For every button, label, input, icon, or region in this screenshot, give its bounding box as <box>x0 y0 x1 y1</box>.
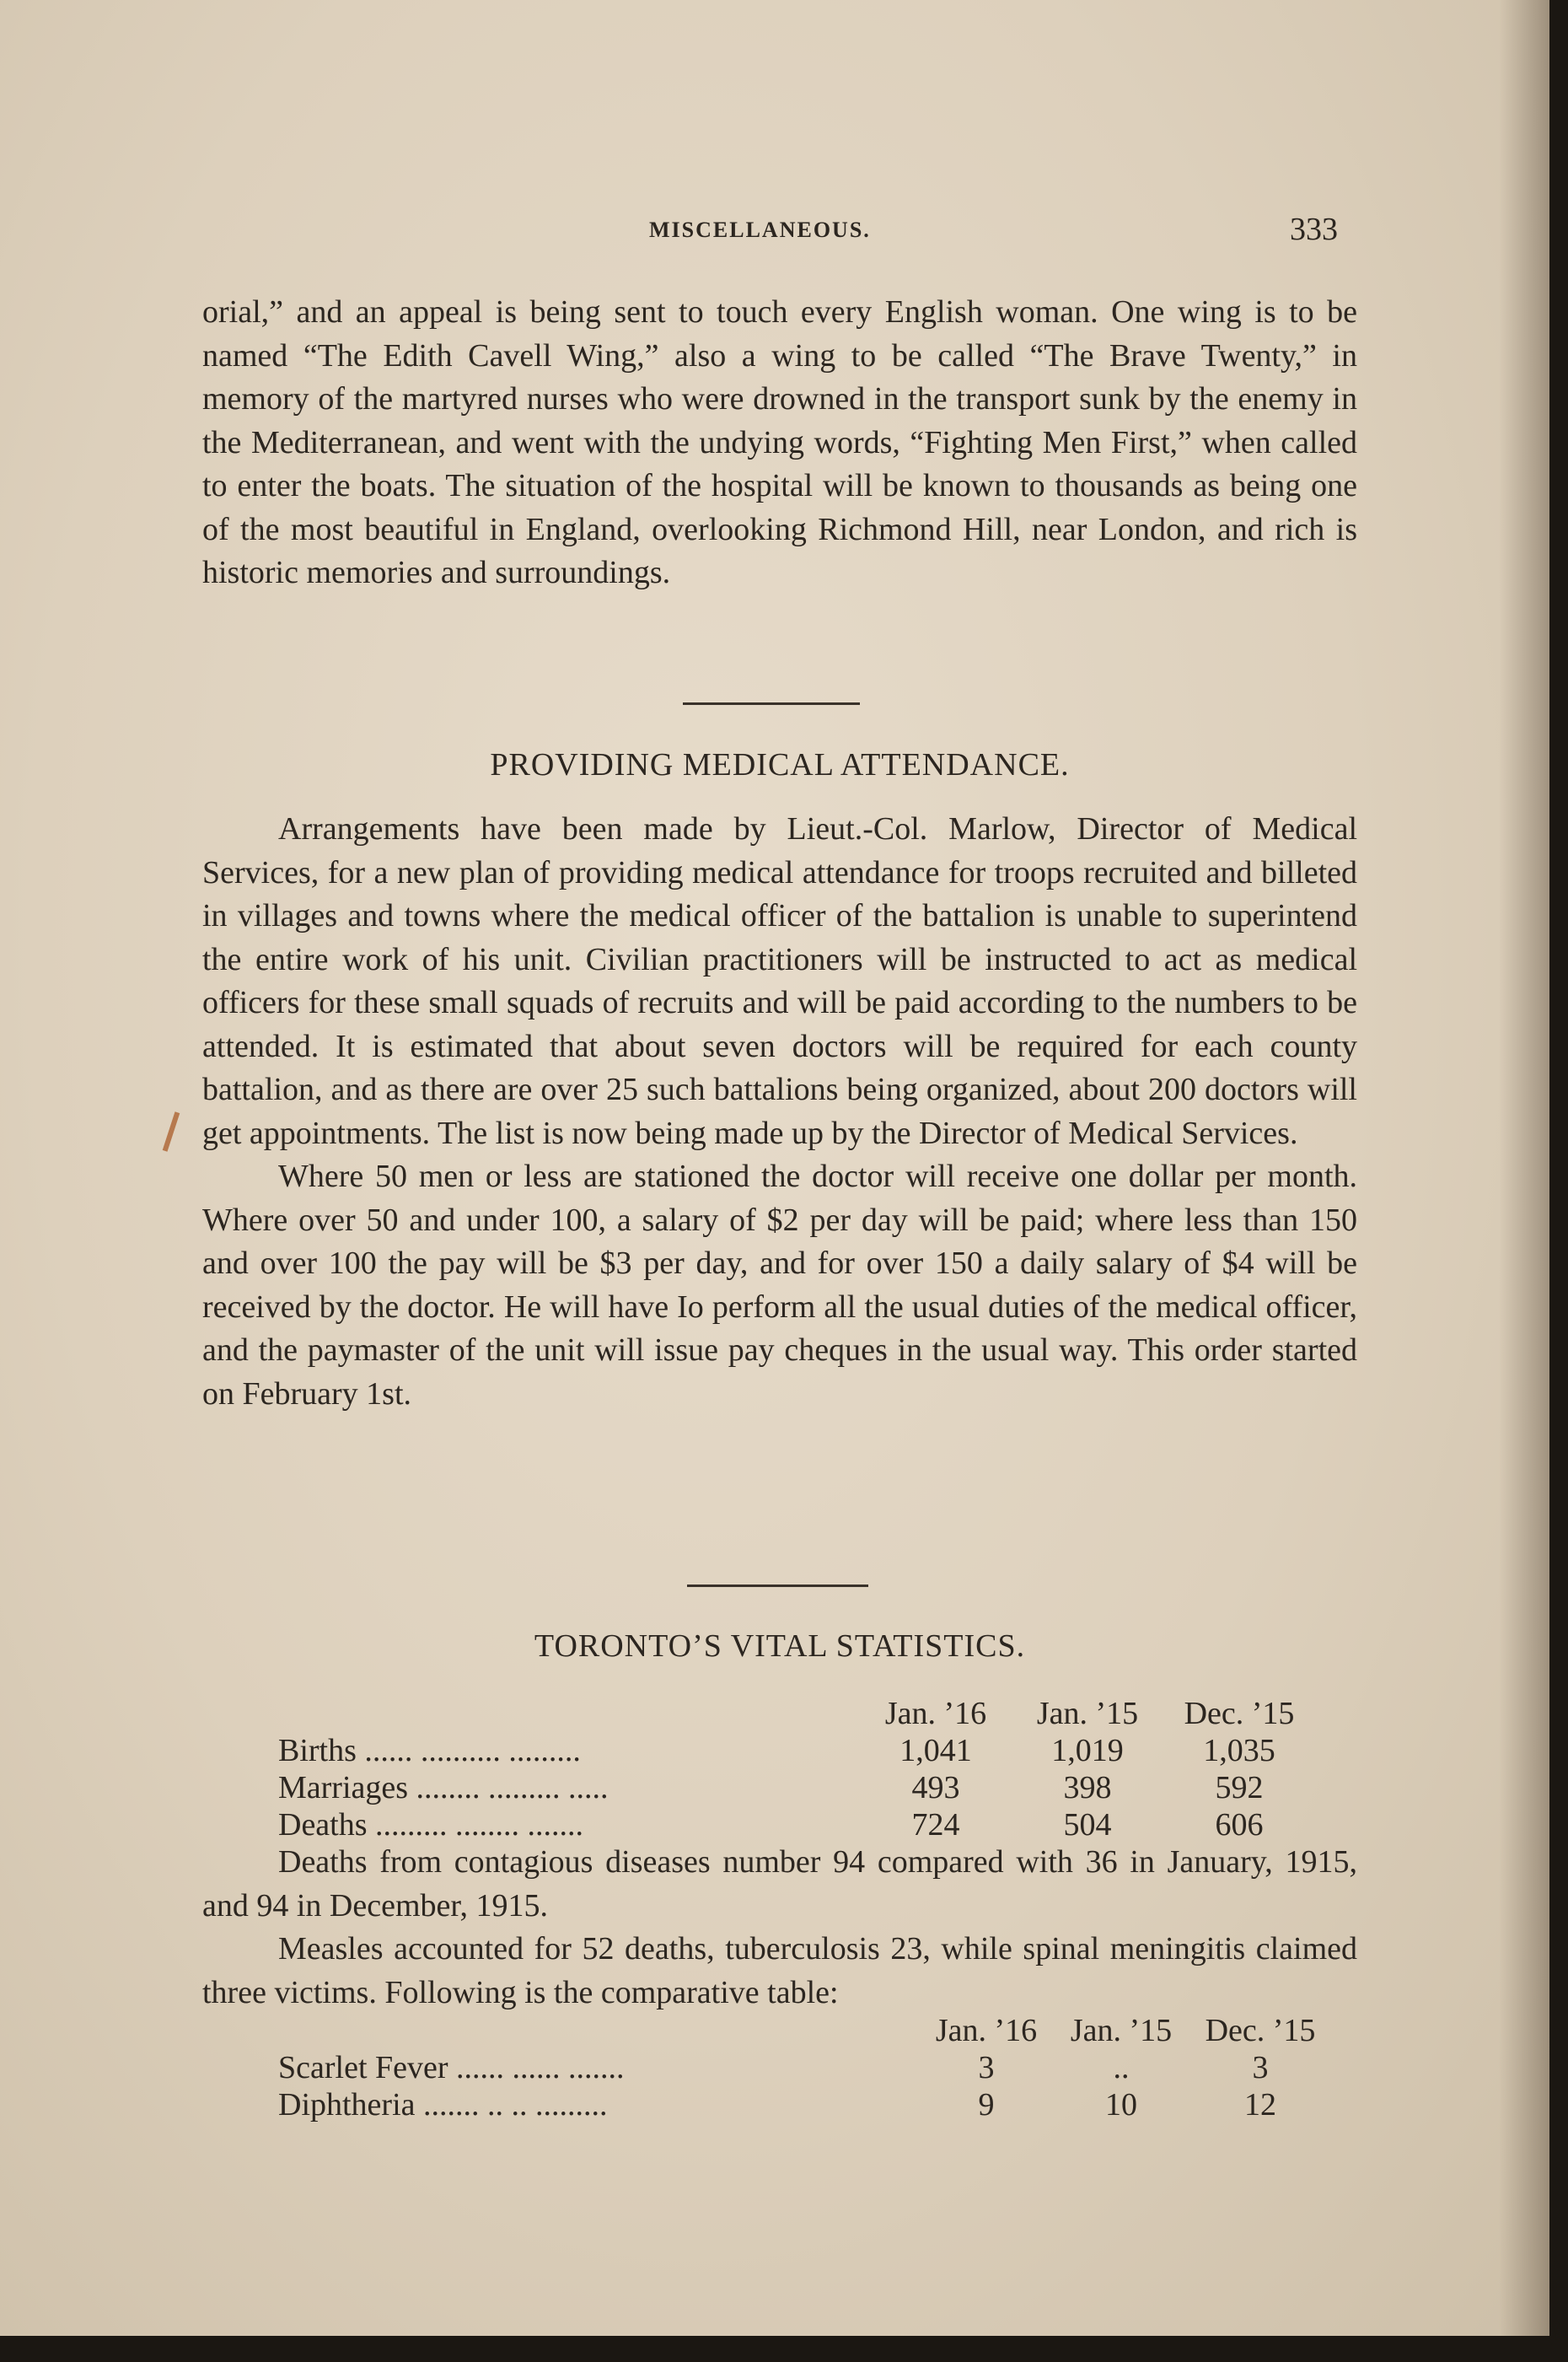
column-header: Dec. ’15 <box>1205 2013 1316 2048</box>
section-divider <box>687 1585 868 1587</box>
section-heading-vital-statistics: TORONTO’S VITAL STATISTICS. <box>534 1628 1026 1664</box>
table-header-row <box>278 2012 1366 2049</box>
column-header: Jan. ’15 <box>1070 2013 1173 2048</box>
table-row <box>278 1732 1366 1769</box>
column-header: Jan. ’16 <box>884 1696 987 1731</box>
table-cell: 3 <box>978 2050 995 2085</box>
row-label: Births ...... .......... ......... <box>278 1733 581 1768</box>
vital-paragraph-2: Measles accounted for 52 deaths, tuberculosis 23, while spinal meningitis claimed three victims. Following is the comparative table: <box>202 1931 1357 2010</box>
table-cell: 493 <box>911 1770 960 1805</box>
table-row <box>278 1769 1366 1806</box>
row-label: Scarlet Fever ...... ...... ....... <box>278 2050 625 2085</box>
table-header-row <box>278 1695 1366 1732</box>
vital-paragraph-1: Deaths from contagious diseases number 94 compared with 36 in January, 1915, and 94 in December, 1915. <box>202 1844 1357 1923</box>
table-cell: 9 <box>978 2087 995 2123</box>
table-cell: 592 <box>1215 1770 1264 1805</box>
table-cell: 1,019 <box>1051 1733 1124 1768</box>
section-divider <box>683 702 860 705</box>
vital-statistics-table <box>278 1695 1366 1847</box>
row-label: Diphtheria ....... .. .. ......... <box>278 2087 608 2123</box>
pencil-margin-mark <box>163 1111 180 1152</box>
medical-paragraph-2: Where 50 men or less are stationed the doctor will receive one dollar per month. Where over 50 and under 100, a salary of $2 per day will be paid; where less than 150 and over 100 the pay will be $3 per day, and for over 150 a daily salary of $4 will be received by the doctor. He will have Io perform all the usual duties of the medical officer, and the paymaster of the unit will issue pay cheques in the usual way. This order started on February 1st. <box>202 1159 1357 1412</box>
contagious-disease-table <box>278 2012 1366 2130</box>
column-header: Jan. ’16 <box>935 2013 1038 2048</box>
table-cell: 606 <box>1215 1807 1264 1843</box>
table-row <box>278 1806 1366 1843</box>
column-header: Dec. ’15 <box>1184 1696 1295 1731</box>
table-cell: 12 <box>1244 2087 1276 2123</box>
table-cell: 1,041 <box>899 1733 972 1768</box>
section-heading-medical: PROVIDING MEDICAL ATTENDANCE. <box>490 747 1070 783</box>
intro-paragraph: orial,” and an appeal is being sent to touch every English woman. One wing is to be named “The Edith Cavell Wing,” also a wing to be called “The Brave Twenty,” in memory of the martyred nurses who were drowned in the transport sunk by the enemy in the Mediterranean, and went with the undying words, “Fighting Men First,” when called to enter the boats. The situation of the hospital will be known to thousands as being one of the most beautiful in England, overlooking Richmond Hill, near London, and rich is historic memories and surroundings. <box>202 294 1357 590</box>
table-row <box>278 2086 1366 2123</box>
table-cell: 3 <box>1252 2050 1269 2085</box>
table-cell: 1,035 <box>1203 1733 1275 1768</box>
table-cell: 398 <box>1063 1770 1112 1805</box>
table-row <box>278 2049 1366 2086</box>
page-number: 333 <box>1290 212 1338 247</box>
table-cell: 724 <box>911 1807 960 1843</box>
intro-section <box>202 291 1357 595</box>
table-cell: 504 <box>1063 1807 1112 1843</box>
table-cell: .. <box>1113 2050 1130 2085</box>
column-header: Jan. ’15 <box>1036 1696 1139 1731</box>
row-label: Deaths ......... ........ ....... <box>278 1807 584 1843</box>
medical-paragraph-1: Arrangements have been made by Lieut.-Col. Marlow, Director of Medical Services, for a new plan of providing medical attendance for troops recruited and billeted in villages and towns where the medical officer of the battalion is unable to superintend the entire work of his unit. Civilian practitioners will be instructed to act as medical officers for these small squads of recruits and will be paid according to the numbers to be attended. It is estimated that about seven doctors will be required for each county battalion, and as there are over 25 such battalions being organized, about 200 doctors will get appointments. The list is now being made up by the Director of Medical Services. <box>202 811 1357 1151</box>
medical-section <box>202 808 1357 1416</box>
running-head: MISCELLANEOUS. <box>649 218 871 242</box>
table-cell: 10 <box>1105 2087 1137 2123</box>
vital-text <box>202 1841 1357 2015</box>
row-label: Marriages ........ ......... ..... <box>278 1770 609 1805</box>
